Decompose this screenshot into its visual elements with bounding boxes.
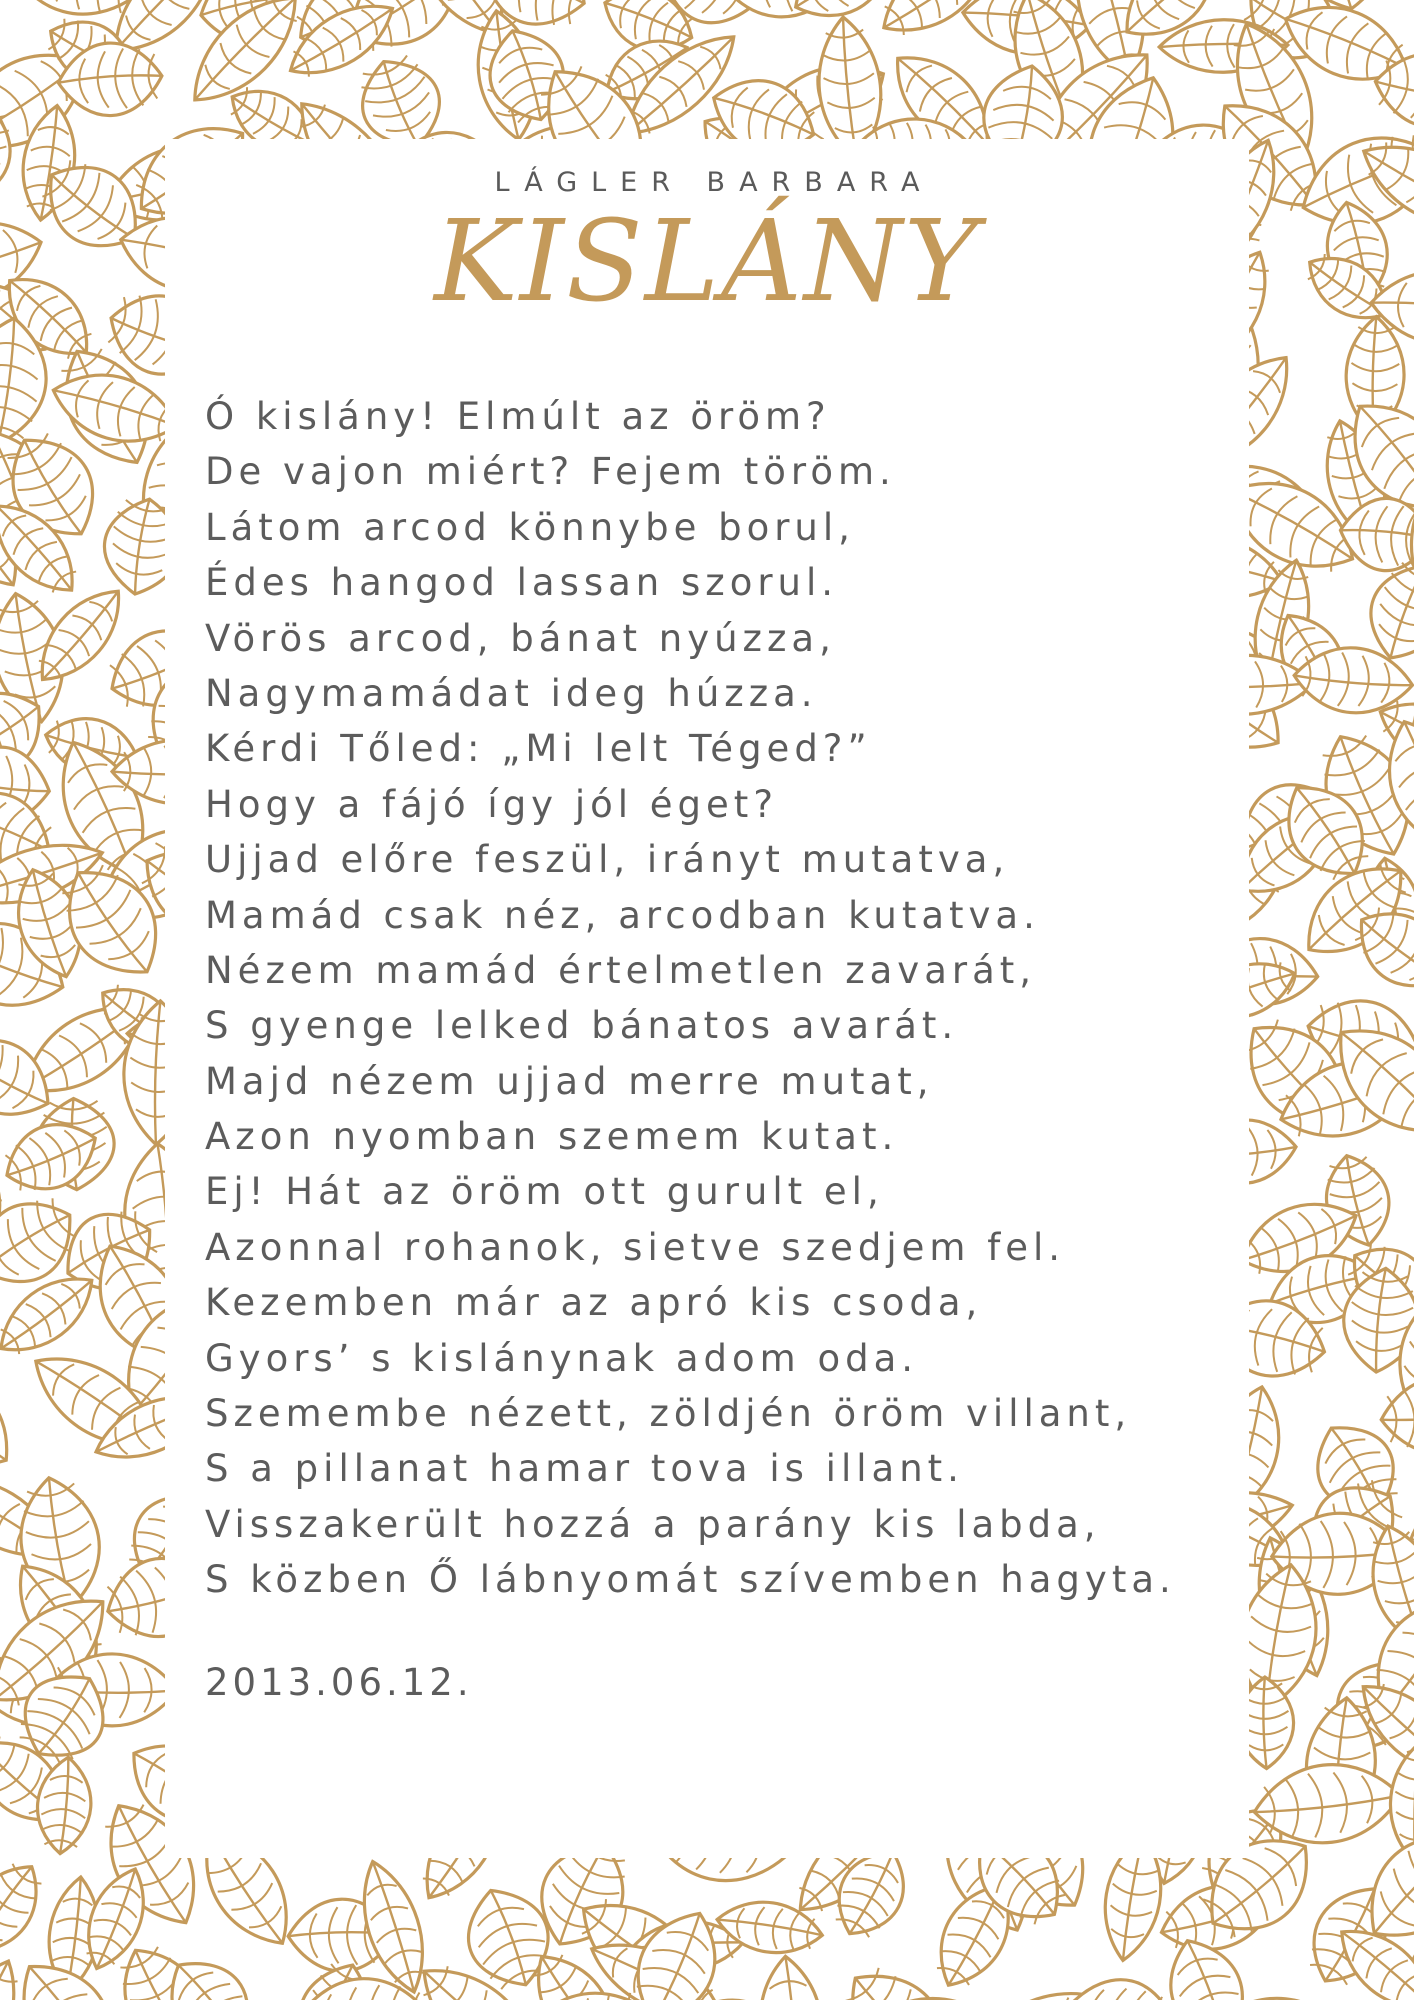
poem-line: Édes hangod lassan szorul. bbox=[205, 561, 839, 605]
poem-line: Kezemben már az apró kis csoda, bbox=[205, 1281, 983, 1325]
poem-title: KISLÁNY bbox=[434, 197, 980, 327]
poem-line: Azon nyomban szemem kutat. bbox=[205, 1115, 899, 1159]
poem-date: 2013.06.12. bbox=[205, 1661, 473, 1704]
poem-body bbox=[205, 389, 1225, 1608]
poem-line: De vajon miért? Fejem töröm. bbox=[205, 450, 896, 494]
poem-line: Mamád csak néz, arcodban kutatva. bbox=[205, 893, 1040, 937]
poem-line: Ó kislány! Elmúlt az öröm? bbox=[205, 395, 831, 438]
poem-line: S a pillanat hamar tova is illant. bbox=[205, 1447, 964, 1491]
poem-line: Vörös arcod, bánat nyúzza, bbox=[205, 616, 836, 660]
poem-line: Ujjad előre feszül, irányt mutatva, bbox=[205, 838, 1010, 882]
poem-line: Majd nézem ujjad merre mutat, bbox=[205, 1059, 934, 1103]
poem-line: Látom arcod könnybe borul, bbox=[205, 505, 855, 549]
poem-line: S közben Ő lábnyomát szívemben hagyta. bbox=[205, 1558, 1176, 1602]
poem-line: Visszakerült hozzá a parány kis labda, bbox=[205, 1502, 1101, 1546]
poem-card bbox=[165, 139, 1249, 1858]
poem-line: Nagymamádat ideg húzza. bbox=[205, 671, 818, 715]
poem-line: Szemembe nézett, zöldjén öröm villant, bbox=[205, 1392, 1132, 1436]
poem-line: Hogy a fájó így jól éget? bbox=[205, 782, 778, 826]
author-name: LÁGLER BARBARA bbox=[494, 167, 934, 198]
poem-line: Kérdi Tőled: „Mi lelt Téged?” bbox=[205, 727, 872, 771]
poem-line: S gyenge lelked bánatos avarát. bbox=[205, 1004, 959, 1048]
poem-line: Gyors’ s kislánynak adom oda. bbox=[205, 1336, 919, 1380]
poem-line: Ej! Hát az öröm ott gurult el, bbox=[205, 1170, 884, 1214]
poem-line: Nézem mamád értelmetlen zavarát, bbox=[205, 948, 1037, 992]
poem-line: Azonnal rohanok, sietve szedjem fel. bbox=[205, 1225, 1066, 1269]
